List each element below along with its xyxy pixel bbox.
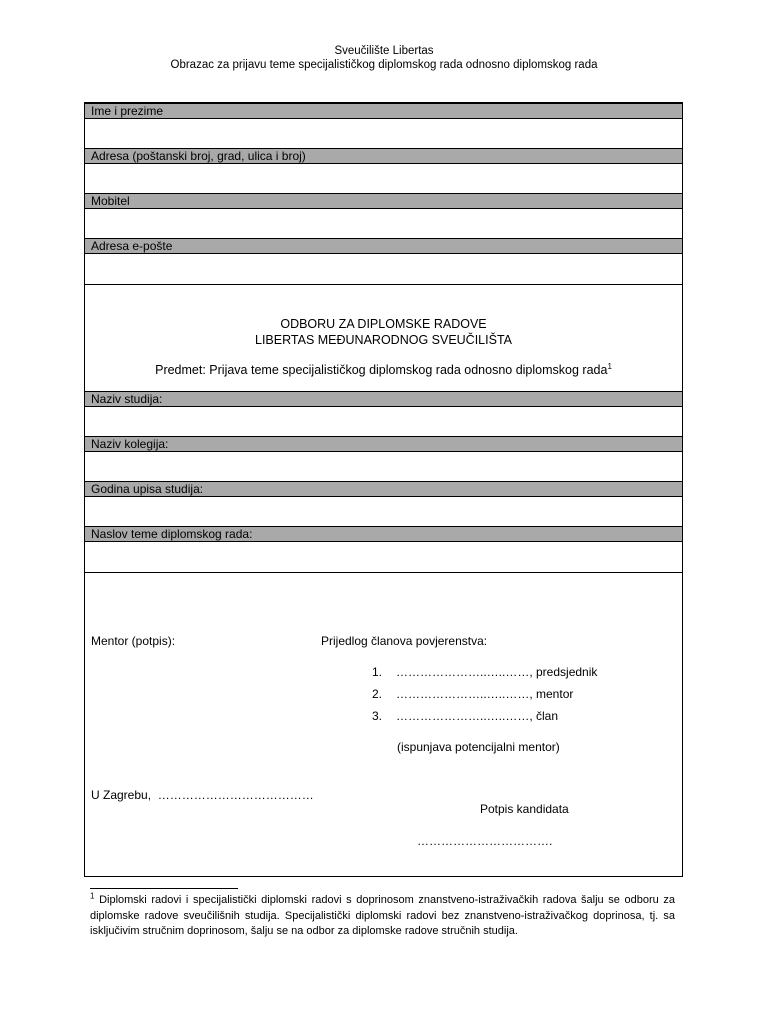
thesis-title-label: Naslov teme diplomskog rada: bbox=[91, 527, 253, 541]
addressee-block bbox=[85, 316, 682, 378]
committee-member-role: , mentor bbox=[529, 687, 574, 701]
mobile-label: Mobitel bbox=[91, 194, 130, 208]
address-hint: (poštanski broj, grad, ulica i broj) bbox=[132, 149, 306, 163]
name-label-row bbox=[85, 103, 682, 119]
footnote-marker: 1 bbox=[90, 891, 95, 901]
committee-member-dots: …………………..…..…… bbox=[396, 665, 530, 679]
addressee-line-2: LIBERTAS MEĐUNARODNOG SVEUČILIŠTA bbox=[255, 333, 512, 347]
footnote-separator bbox=[90, 888, 238, 889]
candidate-signature-line[interactable]: ……………………………. bbox=[417, 834, 553, 848]
place-label: U Zagrebu, bbox=[91, 788, 152, 802]
address-label-row bbox=[85, 148, 682, 164]
committee-member-3[interactable] bbox=[372, 709, 558, 723]
study-name-label: Naziv studija: bbox=[91, 392, 163, 406]
committee-label: Prijedlog članova povjerenstva: bbox=[321, 634, 488, 648]
divider bbox=[85, 572, 682, 573]
enrollment-year-field[interactable] bbox=[85, 497, 682, 526]
enrollment-year-label: Godina upisa studija: bbox=[91, 482, 204, 496]
committee-member-dots: …………………..…..…… bbox=[396, 709, 530, 723]
footnote bbox=[90, 893, 675, 940]
application-form bbox=[84, 102, 683, 877]
footnote-ref: 1 bbox=[607, 361, 612, 371]
committee-member-1[interactable] bbox=[372, 665, 597, 679]
mobile-label-row bbox=[85, 193, 682, 209]
subject-text: Predmet: Prijava teme specijalističkog diplomskog rada odnosno diplomskog rada bbox=[155, 363, 608, 377]
course-name-field[interactable] bbox=[85, 452, 682, 481]
address-field[interactable] bbox=[85, 164, 682, 193]
course-name-label-row bbox=[85, 436, 682, 452]
thesis-title-field[interactable] bbox=[85, 542, 682, 572]
divider bbox=[85, 284, 682, 285]
committee-member-number: 2. bbox=[372, 687, 383, 701]
subject-line bbox=[85, 362, 682, 378]
email-label: Adresa e-pošte bbox=[91, 239, 173, 253]
enrollment-year-label-row bbox=[85, 481, 682, 497]
addressee-line-1: ODBORU ZA DIPLOMSKE RADOVE bbox=[280, 317, 487, 331]
committee-member-number: 1. bbox=[372, 665, 383, 679]
footnote-text: Diplomski radovi i specijalistički diplomski radovi s doprinosom znanstveno-istraživačkih radova šalju se odboru za diplomske radove sveučilišnih studija. Specijalistički diplomski radovi bez znanstveno-istraživačkog doprinosa, tj. sa isključivim stručnim doprinosom, šalju se na odbor za diplomske radove stručnih studija. bbox=[90, 894, 675, 937]
committee-member-role: , predsjednik bbox=[529, 665, 598, 679]
place-line[interactable] bbox=[91, 788, 314, 802]
document-header bbox=[0, 44, 768, 72]
email-label-row bbox=[85, 238, 682, 254]
committee-member-number: 3. bbox=[372, 709, 383, 723]
name-field[interactable] bbox=[85, 119, 682, 148]
course-name-label: Naziv kolegija: bbox=[91, 437, 169, 451]
thesis-title-label-row bbox=[85, 526, 682, 542]
study-name-field[interactable] bbox=[85, 407, 682, 436]
study-name-label-row bbox=[85, 391, 682, 407]
form-title: Obrazac za prijavu teme specijalističkog diplomskog rada odnosno diplomskog rada bbox=[170, 59, 598, 71]
institution-name: Sveučilište Libertas bbox=[334, 45, 434, 57]
email-field[interactable] bbox=[85, 254, 682, 284]
committee-member-2[interactable] bbox=[372, 687, 573, 701]
address-label: Adresa bbox=[91, 149, 130, 163]
candidate-signature-label: Potpis kandidata bbox=[480, 802, 569, 816]
committee-member-dots: …………………..…..…… bbox=[396, 687, 530, 701]
mentor-signature-label: Mentor (potpis): bbox=[91, 634, 176, 648]
mentor-instruction: (ispunjava potencijalni mentor) bbox=[397, 740, 560, 754]
committee-member-role: , član bbox=[529, 709, 559, 723]
place-date-dots: ………………………………… bbox=[157, 788, 314, 802]
name-label: Ime i prezime bbox=[91, 104, 164, 118]
mobile-field[interactable] bbox=[85, 209, 682, 238]
